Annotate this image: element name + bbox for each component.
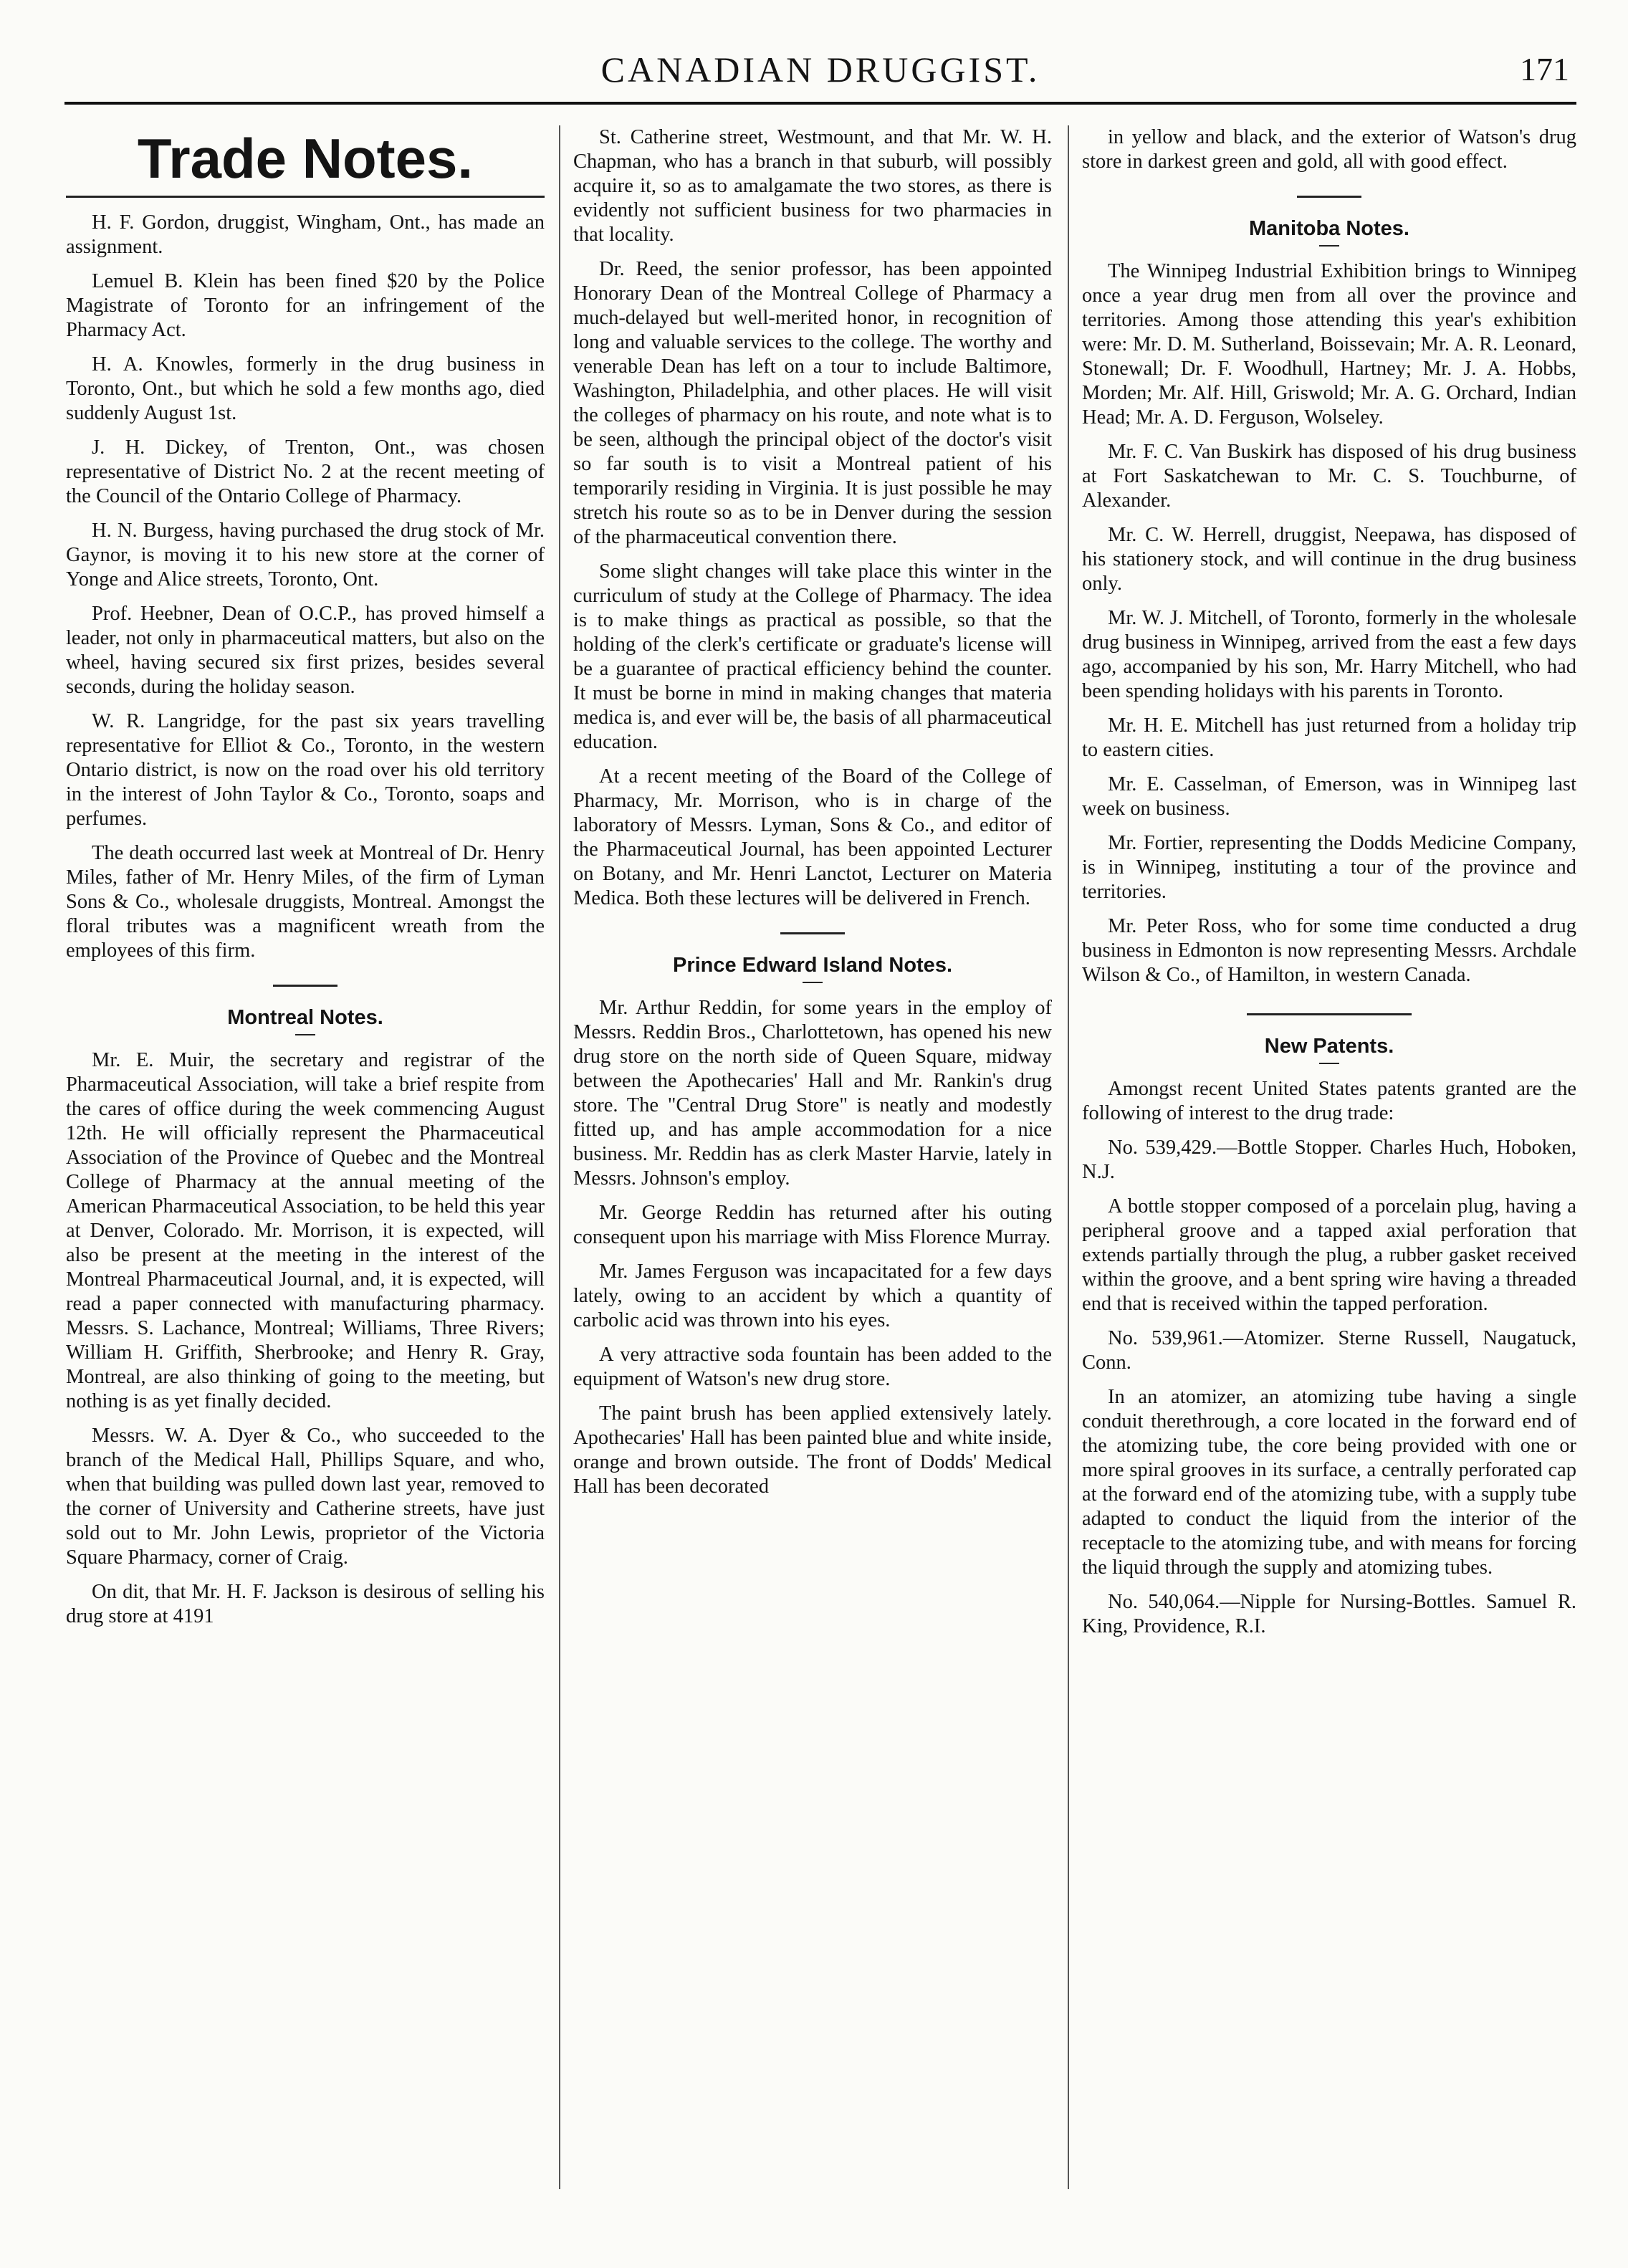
paragraph: The death occurred last week at Montreal of Dr. Henry Miles, father of Mr. Henry Miles, of the firm of Lyman Sons & Co., wholesale druggists, Montreal. Amongst the floral tributes was a magnificent wreath from the employees of this firm. (66, 842, 545, 962)
page-header (64, 43, 1576, 107)
column-1 (66, 125, 545, 2225)
section-rule (1247, 1013, 1412, 1015)
paragraph: in yellow and black, and the exterior of Watson's drug store in darkest green and gold, all with good effect. (1082, 126, 1576, 173)
journal-title: CANADIAN DRUGGIST. (600, 49, 1040, 90)
paragraph: The paint brush has been applied extensively lately. Apothecaries' Hall has been painted blue and white inside, orange and brown outside. The front of Dodds' Medical Hall has been decorated (573, 1402, 1052, 1498)
section-rule (1297, 196, 1361, 198)
heading-dash (1319, 1063, 1339, 1064)
patent-entry: No. 540,064.—Nipple for Nursing-Bottles. Samuel R. King, Providence, R.I. (1082, 1591, 1576, 1637)
paragraph: Prof. Heebner, Dean of O.C.P., has proved himself a leader, not only in pharmaceutical matters, but also on the wheel, having secured six first prizes, besides several seconds, during the holiday season. (66, 603, 545, 698)
paragraph: H. N. Burgess, having purchased the drug stock of Mr. Gaynor, is moving it to his new store at the corner of Yonge and Alice streets, Toronto, Ont. (66, 520, 545, 590)
section-rule (273, 985, 337, 987)
paragraph: Mr. E. Casselman, of Emerson, was in Winnipeg last week on business. (1082, 773, 1576, 820)
paragraph: Mr. F. C. Van Buskirk has disposed of his drug business at Fort Saskatchewan to Mr. C. S. Touchburne, of Alexander. (1082, 441, 1576, 512)
title-rule (66, 196, 545, 198)
heading-dash (803, 982, 823, 983)
paragraph: Mr. E. Muir, the secretary and registrar of the Pharmaceutical Association, will take a brief respite from the cares of office during the week commencing August 12th. He will officially represent the Pharmaceutical Association of the Province of Quebec and the Montreal College of Pharmacy at the annual meeting of the American Pharmaceutical Association, to be held this year at Denver, Colorado. Mr. Morrison, it is expected, will also be present at the meeting in the interest of the Montreal Pharmaceutical Journal, and, it is expected, will read a paper connected with manufacturing pharmacy. Messrs. S. Lachance, Montreal; Williams, Three Rivers; William H. Griffith, Sherbrooke; and Henry R. Gray, Montreal, are also thinking of going to the meeting, but nothing is as yet finally decided. (66, 1049, 545, 1412)
column-2 (573, 125, 1052, 2225)
heading-dash (1319, 245, 1339, 247)
paragraph: Mr. H. E. Mitchell has just returned from a holiday trip to eastern cities. (1082, 714, 1576, 761)
paragraph: W. R. Langridge, for the past six years travelling representative for Elliot & Co., Toronto, in the western Ontario district, is now on the road over his old territory in the interest of John Taylor & Co., Toronto, soaps and perfumes. (66, 710, 545, 830)
column-divider (559, 125, 560, 2189)
column-divider (1068, 125, 1069, 2189)
manitoba-notes-heading: Manitoba Notes. (1249, 217, 1409, 240)
paragraph: St. Catherine street, Westmount, and that Mr. W. H. Chapman, who has a branch in that suburb, will possibly acquire it, so as to amalgamate the two stores, as there is evidently not sufficient business for two pharmacies in that locality. (573, 126, 1052, 246)
paragraph: Amongst recent United States patents granted are the following of interest to the drug trade: (1082, 1078, 1576, 1124)
section-title: Trade Notes. (137, 127, 474, 190)
paragraph: A very attractive soda fountain has been added to the equipment of Watson's new drug store. (573, 1344, 1052, 1390)
paragraph: In an atomizer, an atomizing tube having a single conduit therethrough, a core located in the forward end of the atomizing tube, the core being provided with one or more spiral grooves in its surface, a centrally perforated cap at the forward end of the atomizing tube, with a supply tube adapted to conduct the liquid from the interior of the receptacle to the atomizing tube, and with means for forcing the liquid through the supply and atomizing tubes. (1082, 1386, 1576, 1579)
paragraph: Dr. Reed, the senior professor, has been appointed Honorary Dean of the Montreal College of Pharmacy a much-delayed but well-merited honor, in recognition of long and valuable services to the college. The worthy and venerable Dean has left on a tour to include Baltimore, Washington, Philadelphia, and other places. He will visit the colleges of pharmacy on his route, and note what is to be seen, although the principal object of the doctor's visit so far south is to visit a Montreal patient of his temporarily residing in Virginia. It is just possible he may stretch his route so as to be in Denver during the session of the pharmaceutical convention there. (573, 258, 1052, 548)
paragraph: J. H. Dickey, of Trenton, Ont., was chosen representative of District No. 2 at the recent meeting of the Council of the Ontario College of Pharmacy. (66, 436, 545, 507)
montreal-notes-heading: Montreal Notes. (227, 1006, 383, 1029)
page-number: 171 (1520, 51, 1569, 87)
paragraph: Mr. Peter Ross, who for some time conducted a drug business in Edmonton is now representing Messrs. Archdale Wilson & Co., of Hamilton, in western Canada. (1082, 915, 1576, 986)
new-patents-heading: New Patents. (1264, 1035, 1394, 1058)
section-rule (780, 932, 845, 934)
paragraph: On dit, that Mr. H. F. Jackson is desirous of selling his drug store at 4191 (66, 1581, 545, 1627)
paragraph: H. A. Knowles, formerly in the drug business in Toronto, Ont., but which he sold a few months ago, died suddenly August 1st. (66, 353, 545, 424)
paragraph: A bottle stopper composed of a porcelain plug, having a peripheral groove and a tapped axial perforation that extends partially through the plug, a rubber gasket received within the groove, and a bent spring wire having a threaded end that is received within the tapped perforation. (1082, 1195, 1576, 1315)
paragraph: Messrs. W. A. Dyer & Co., who succeeded to the branch of the Medical Hall, Phillips Square, and who, when that building was pulled down last year, removed to the corner of University and Catherine streets, have just sold out to Mr. John Lewis, proprietor of the Victoria Square Pharmacy, corner of Craig. (66, 1425, 545, 1569)
paragraph: Mr. Fortier, representing the Dodds Medicine Company, is in Winnipeg, instituting a tour of the province and territories. (1082, 832, 1576, 903)
patent-entry: No. 539,429.—Bottle Stopper. Charles Huch, Hoboken, N.J. (1082, 1137, 1576, 1183)
paragraph: At a recent meeting of the Board of the College of Pharmacy, Mr. Morrison, who is in charge of the laboratory of Messrs. Lyman, Sons & Co., and editor of the Pharmaceutical Journal, has been appointed Lecturer on Botany, and Mr. Henri Lanctot, Lecturer on Materia Medica. Both these lectures will be delivered in French. (573, 765, 1052, 909)
paragraph: H. F. Gordon, druggist, Wingham, Ont., has made an assignment. (66, 211, 545, 258)
paragraph: Mr. Arthur Reddin, for some years in the employ of Messrs. Reddin Bros., Charlottetown, has opened his new drug store on the north side of Queen Square, midway between the Apothecaries' Hall and Mr. Rankin's drug store. The "Central Drug Store" is neatly and modestly fitted up, and has ample accommodation for a nice business. Mr. Reddin has as clerk Master Harvie, lately in Messrs. Johnson's employ. (573, 997, 1052, 1190)
pei-notes-heading: Prince Edward Island Notes. (673, 954, 952, 977)
patent-entry: No. 539,961.—Atomizer. Sterne Russell, Naugatuck, Conn. (1082, 1327, 1576, 1374)
header-rule (64, 102, 1576, 105)
paragraph: Mr. James Ferguson was incapacitated for a few days lately, owing to an accident by which a quantity of carbolic acid was thrown into his eyes. (573, 1260, 1052, 1331)
paragraph: Lemuel B. Klein has been fined $20 by the Police Magistrate of Toronto for an infringement of the Pharmacy Act. (66, 270, 545, 341)
paragraph: Mr. W. J. Mitchell, of Toronto, formerly in the wholesale drug business in Winnipeg, arrived from the east a few days ago, accompanied by his son, Mr. Harry Mitchell, who had been spending holidays with his parents in Toronto. (1082, 607, 1576, 702)
heading-dash (295, 1034, 315, 1035)
paragraph: Some slight changes will take place this winter in the curriculum of study at the College of Pharmacy. The idea is to make things as practical as possible, so that the holding of the clerk's certificate or graduate's license will be a guarantee of practical efficiency behind the counter. It must be borne in mind in making changes that materia medica is, and ever will be, the basis of all pharmaceutical education. (573, 560, 1052, 753)
paragraph: Mr. C. W. Herrell, druggist, Neepawa, has disposed of his stationery stock, and will continue in the drug business only. (1082, 524, 1576, 595)
paragraph: Mr. George Reddin has returned after his outing consequent upon his marriage with Miss Florence Murray. (573, 1202, 1052, 1248)
paragraph: The Winnipeg Industrial Exhibition brings to Winnipeg once a year drug men from all over the province and territories. Among those attending this year's exhibition were: Mr. D. M. Sutherland, Boissevain; Mr. A. R. Leonard, Stonewall; Dr. F. Woodhull, Hartney; Mr. J. A. Hobbs, Morden; Mr. Alf. Hill, Griswold; Mr. A. G. Orchard, Indian Head; Mr. A. D. Ferguson, Wolseley. (1082, 260, 1576, 429)
column-3 (1082, 125, 1576, 2225)
